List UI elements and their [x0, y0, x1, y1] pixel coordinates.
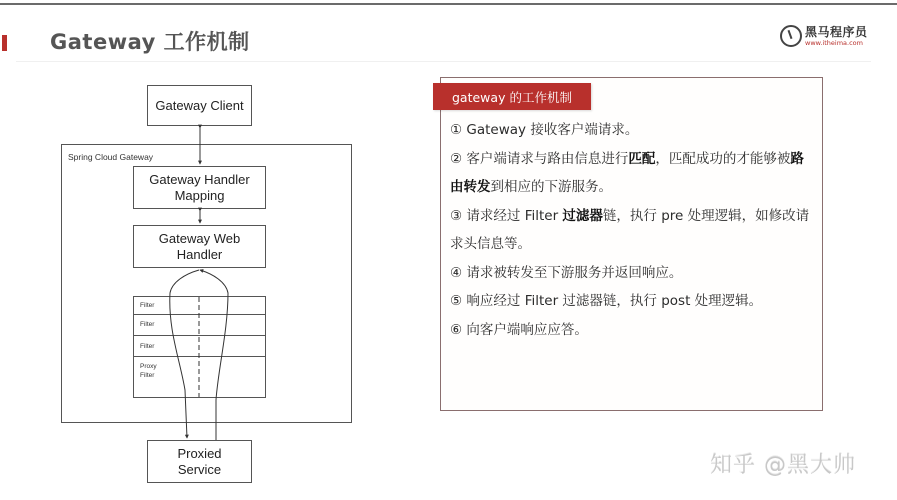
proxy-filter-label-2: Filter [140, 372, 155, 379]
step-text: 到相应的下游服务。 [490, 179, 612, 195]
step-item [450, 316, 815, 345]
step-text: 客户端请求与路由信息进行 [462, 150, 629, 167]
web-handler-label-2: Handler [176, 246, 223, 262]
step-item [450, 145, 815, 202]
step-list [450, 116, 815, 344]
web-handler-label-1: Gateway Web [158, 230, 241, 246]
gateway-client-label: Gateway Client [155, 97, 244, 113]
step-emphasis: 过滤器 [562, 207, 603, 224]
panel-title-tag: gateway 的工作机制 [433, 83, 591, 110]
filter-label: Filter [140, 321, 155, 328]
step-number: ⑥ [450, 321, 463, 338]
slide-title: Gateway 工作机制 [50, 30, 250, 54]
step-number: ⑤ [450, 293, 463, 309]
step-number: ③ [450, 207, 463, 224]
horse-head-icon [780, 25, 802, 47]
step-text: 链，执行 pre 处理逻辑，如修改请求头信息等。 [450, 207, 810, 252]
proxied-service-label-1: Proxied [177, 445, 222, 461]
filter-label: Filter [140, 343, 155, 350]
proxied-service-label-2: Service [177, 461, 222, 477]
filter-label: Filter [140, 302, 155, 309]
step-item [450, 116, 815, 145]
step-emphasis: 匹配 [628, 150, 656, 167]
step-text: 响应经过 Filter 过滤器链，执行 post 处理逻辑。 [462, 293, 763, 309]
proxy-filter-label-1: Proxy [140, 363, 157, 370]
step-number: ① [450, 122, 463, 138]
gateway-flow-diagram [0, 0, 420, 500]
flow-arrows [0, 0, 420, 500]
step-text: ，匹配成功的才能够被 [655, 150, 791, 167]
step-emphasis: 路由转发 [450, 150, 804, 195]
step-text: Gateway 接收客户端请求。 [462, 122, 639, 138]
step-text: 请求经过 Filter [462, 207, 563, 224]
handler-mapping-label-1: Gateway Handler [149, 171, 250, 187]
step-item [450, 202, 815, 259]
handler-mapping-label-2: Mapping [174, 187, 225, 203]
step-number: ④ [450, 264, 463, 281]
step-number: ② [450, 150, 463, 167]
brand-logo [780, 25, 868, 47]
step-item [450, 287, 815, 316]
logo-name: 黑马程序员 [805, 24, 868, 39]
zhihu-watermark: 知乎 @黑大帅 [710, 453, 856, 478]
step-text: 请求被转发至下游服务并返回响应。 [462, 264, 683, 281]
logo-url: www.itheima.com [805, 38, 863, 47]
step-item [450, 259, 815, 288]
container-label: Spring Cloud Gateway [68, 152, 154, 162]
step-text: 向客户端响应应答。 [462, 321, 588, 338]
